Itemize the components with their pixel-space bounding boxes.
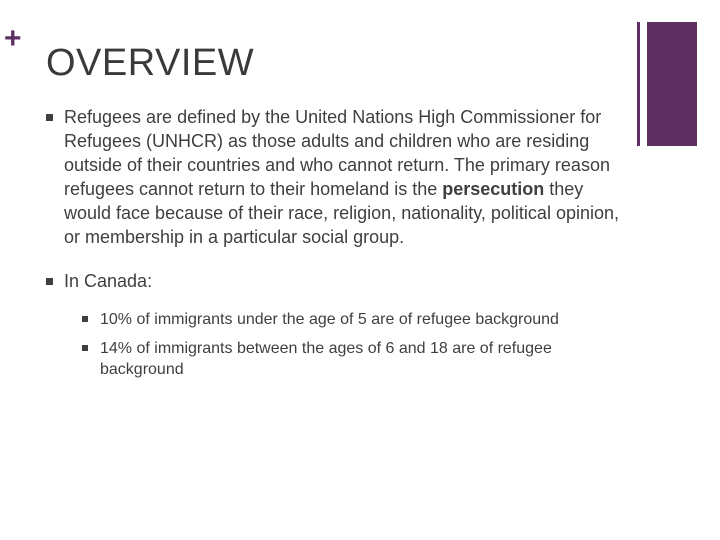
slide-content — [46, 105, 626, 400]
slide-title: OVERVIEW — [46, 42, 255, 84]
decorative-line — [637, 22, 640, 146]
sub-bullet-item — [82, 309, 626, 330]
bullet-definition — [46, 105, 626, 249]
plus-icon: + — [4, 22, 22, 55]
canada-sub-list — [64, 309, 626, 380]
sub-bullet-item — [82, 338, 626, 380]
canada-heading: In Canada: — [64, 271, 153, 291]
definition-text-2: they would face because of their race, religion, nationality, political opinion, or membership in a particular social group. — [64, 179, 619, 247]
definition-text-1: Refugees are defined by the United Nations High Commissioner for Refugees (UNHCR) as those adults and children who are residing outside of their countries and who cannot return. The primary reason refugees cannot return to their homeland is the — [64, 107, 610, 199]
sub-bullet-text: 14% of immigrants between the ages of 6 and 18 are of refugee background — [100, 340, 552, 378]
square-bullet-icon — [82, 316, 88, 322]
square-bullet-icon — [46, 278, 53, 285]
decorative-block — [647, 22, 697, 146]
emphasis-persecution: persecution — [442, 179, 545, 199]
square-bullet-icon — [46, 114, 53, 121]
bullet-canada — [46, 269, 626, 380]
square-bullet-icon — [82, 345, 88, 351]
sub-bullet-text: 10% of immigrants under the age of 5 are of refugee background — [100, 311, 559, 328]
